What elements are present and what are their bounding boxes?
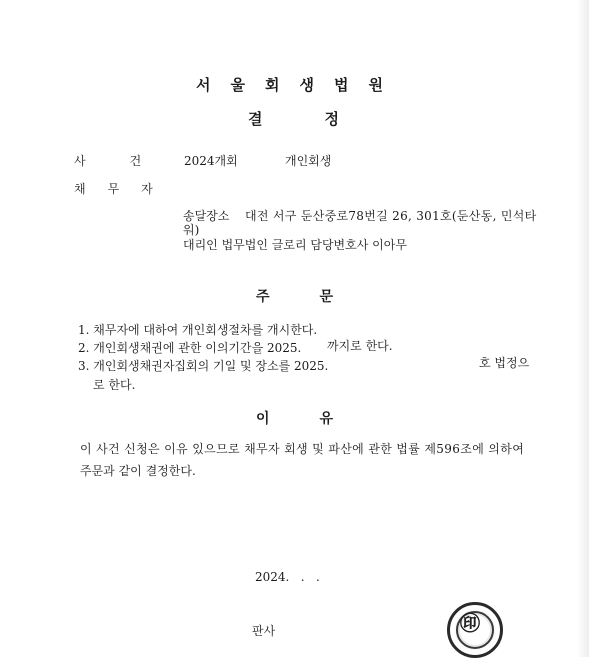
order-item-text: 개인회생채권자집회의 기일 및 장소를 2025. <box>93 359 329 373</box>
case-number: 2024개회 <box>184 154 238 168</box>
order-item-3-suffix: 호 법정으 <box>479 356 530 370</box>
judge-label: 판사 <box>252 624 276 638</box>
page-edge-shadow <box>577 0 589 657</box>
order-item-num: 2. <box>78 341 90 355</box>
order-item-3 <box>78 357 328 374</box>
case-type: 개인회생 <box>285 154 332 168</box>
order-item-num: 3. <box>78 359 90 373</box>
reason-heading: 이유 <box>255 411 384 427</box>
service-address-cont: 워) <box>183 223 200 237</box>
order-item-num: 1. <box>78 323 90 337</box>
document-title: 결정 <box>248 110 401 128</box>
debtor-label: 채무자 <box>74 182 175 196</box>
order-item-3-continuation: 로 한다. <box>93 378 136 392</box>
order-item-text: 채무자에 대하여 개인회생절차를 개시한다. <box>93 323 318 337</box>
seal-glyph: ㊞ <box>460 611 478 635</box>
court-seal-icon <box>447 602 503 658</box>
order-heading: 주문 <box>255 289 384 305</box>
decision-date: 2024. . . <box>255 570 320 584</box>
order-item-2-suffix: 까지로 한다. <box>327 339 393 353</box>
reason-line-2: 주문과 같이 결정한다. <box>80 464 196 478</box>
order-item-text: 개인회생채권에 관한 이의기간을 2025. <box>93 341 302 355</box>
order-item-1 <box>78 321 317 338</box>
case-label: 사건 <box>74 154 186 168</box>
service-address: 대전 서구 둔산중로78번길 26, 301호(둔산동, 민석타 <box>245 209 537 223</box>
order-item-2 <box>78 339 301 356</box>
court-name: 서울회생법원 <box>196 76 403 94</box>
service-address-label: 송달장소 <box>183 209 230 223</box>
reason-line-1: 이 사건 신청은 이유 있으므로 채무자 회생 및 파산에 관한 법률 제596조에 의하여 <box>80 442 525 456</box>
representative: 대리인 법무법인 글로리 담당변호사 이아무 <box>183 238 407 252</box>
